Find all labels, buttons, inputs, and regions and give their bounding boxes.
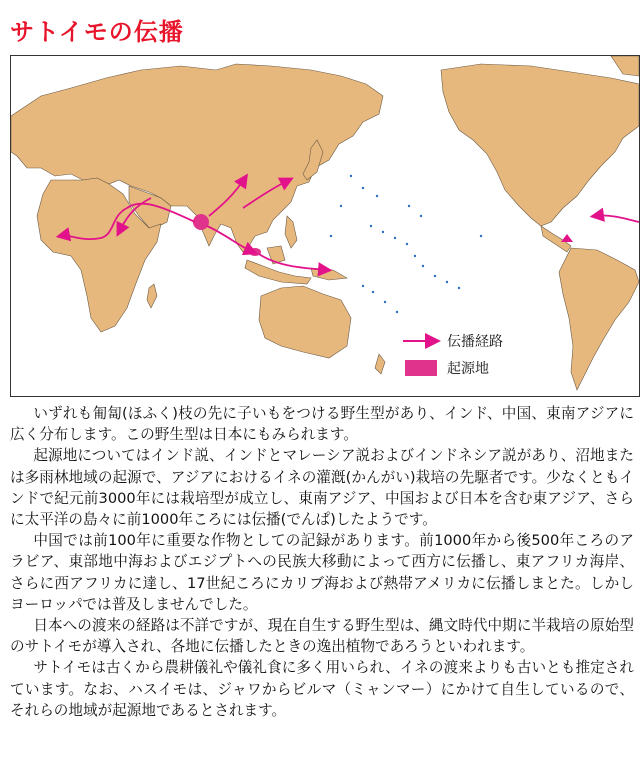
pacific-islands <box>330 175 482 313</box>
legend-route-label: 伝播経路 <box>447 334 503 350</box>
paragraph-2: 起源地についてはインド説、インドとマレーシア説およびインドネシア説があり、沼地または多雨林地域の起源で、アジアにおけるイネの灌漑(かんがい)栽培の先駆者です。少なくともインドで紀元前3000年には栽培型が成立し、東南アジア、中国および日本を含む東アジア、さらに太平洋の島々に前1000年ころには伝播(でんぱ)したようです。 <box>10 447 634 529</box>
new-zealand-islands <box>375 354 385 374</box>
paragraph-5: サトイモは古くから農耕儀礼や儀礼食に多く用いられ、イネの渡来よりも古いとも推定されています。なお、ハスイモは、ジャワからビルマ（ミャンマー）にかけて自生しているので、それらの地域が起源地であるとされます。 <box>10 659 634 719</box>
world-map <box>10 55 640 397</box>
legend-origin-swatch <box>405 360 437 376</box>
madagascar-island <box>147 284 157 308</box>
philippines-islands <box>285 216 297 248</box>
paragraph-4: 日本への渡来の経路は不詳ですが、現在自生する野生型は、縄文時代中期に半栽培の原始型のサトイモが導入され、各地に伝播したときの逸出植物であろうといわれます。 <box>10 617 634 656</box>
body-text <box>10 403 634 721</box>
route-to-caribbean <box>595 215 639 222</box>
caribbean-marker <box>561 234 573 242</box>
australia-landmass <box>259 286 351 358</box>
greenland-landmass <box>611 56 639 76</box>
paragraph-1: いずれも匍匐(ほふく)枝の先に子いもをつける野生型があり、インド、中国、東南アジアに広く分布します。この野生型は日本にもみられます。 <box>10 405 634 444</box>
south-america-landmass <box>559 248 639 390</box>
paragraph-3: 中国では前100年に重要な作物としての記録があります。前1000年から後500年ころのアラビア、東部地中海およびエジプトへの民族大移動によって西方に伝播し、東アフリカ海岸、さらに西アフリカに達し、17世紀ころにカリブ海および熱帯アメリカに伝播しまとた。しかしヨーロッパでは普及しませんでした。 <box>10 532 634 613</box>
legend <box>403 333 503 377</box>
origin-india <box>193 214 209 230</box>
legend-origin-label: 起源地 <box>447 361 489 377</box>
page-title: サトイモの伝播 <box>10 18 184 46</box>
north-america-landmass <box>441 64 639 226</box>
route-to-pacific <box>259 254 327 270</box>
